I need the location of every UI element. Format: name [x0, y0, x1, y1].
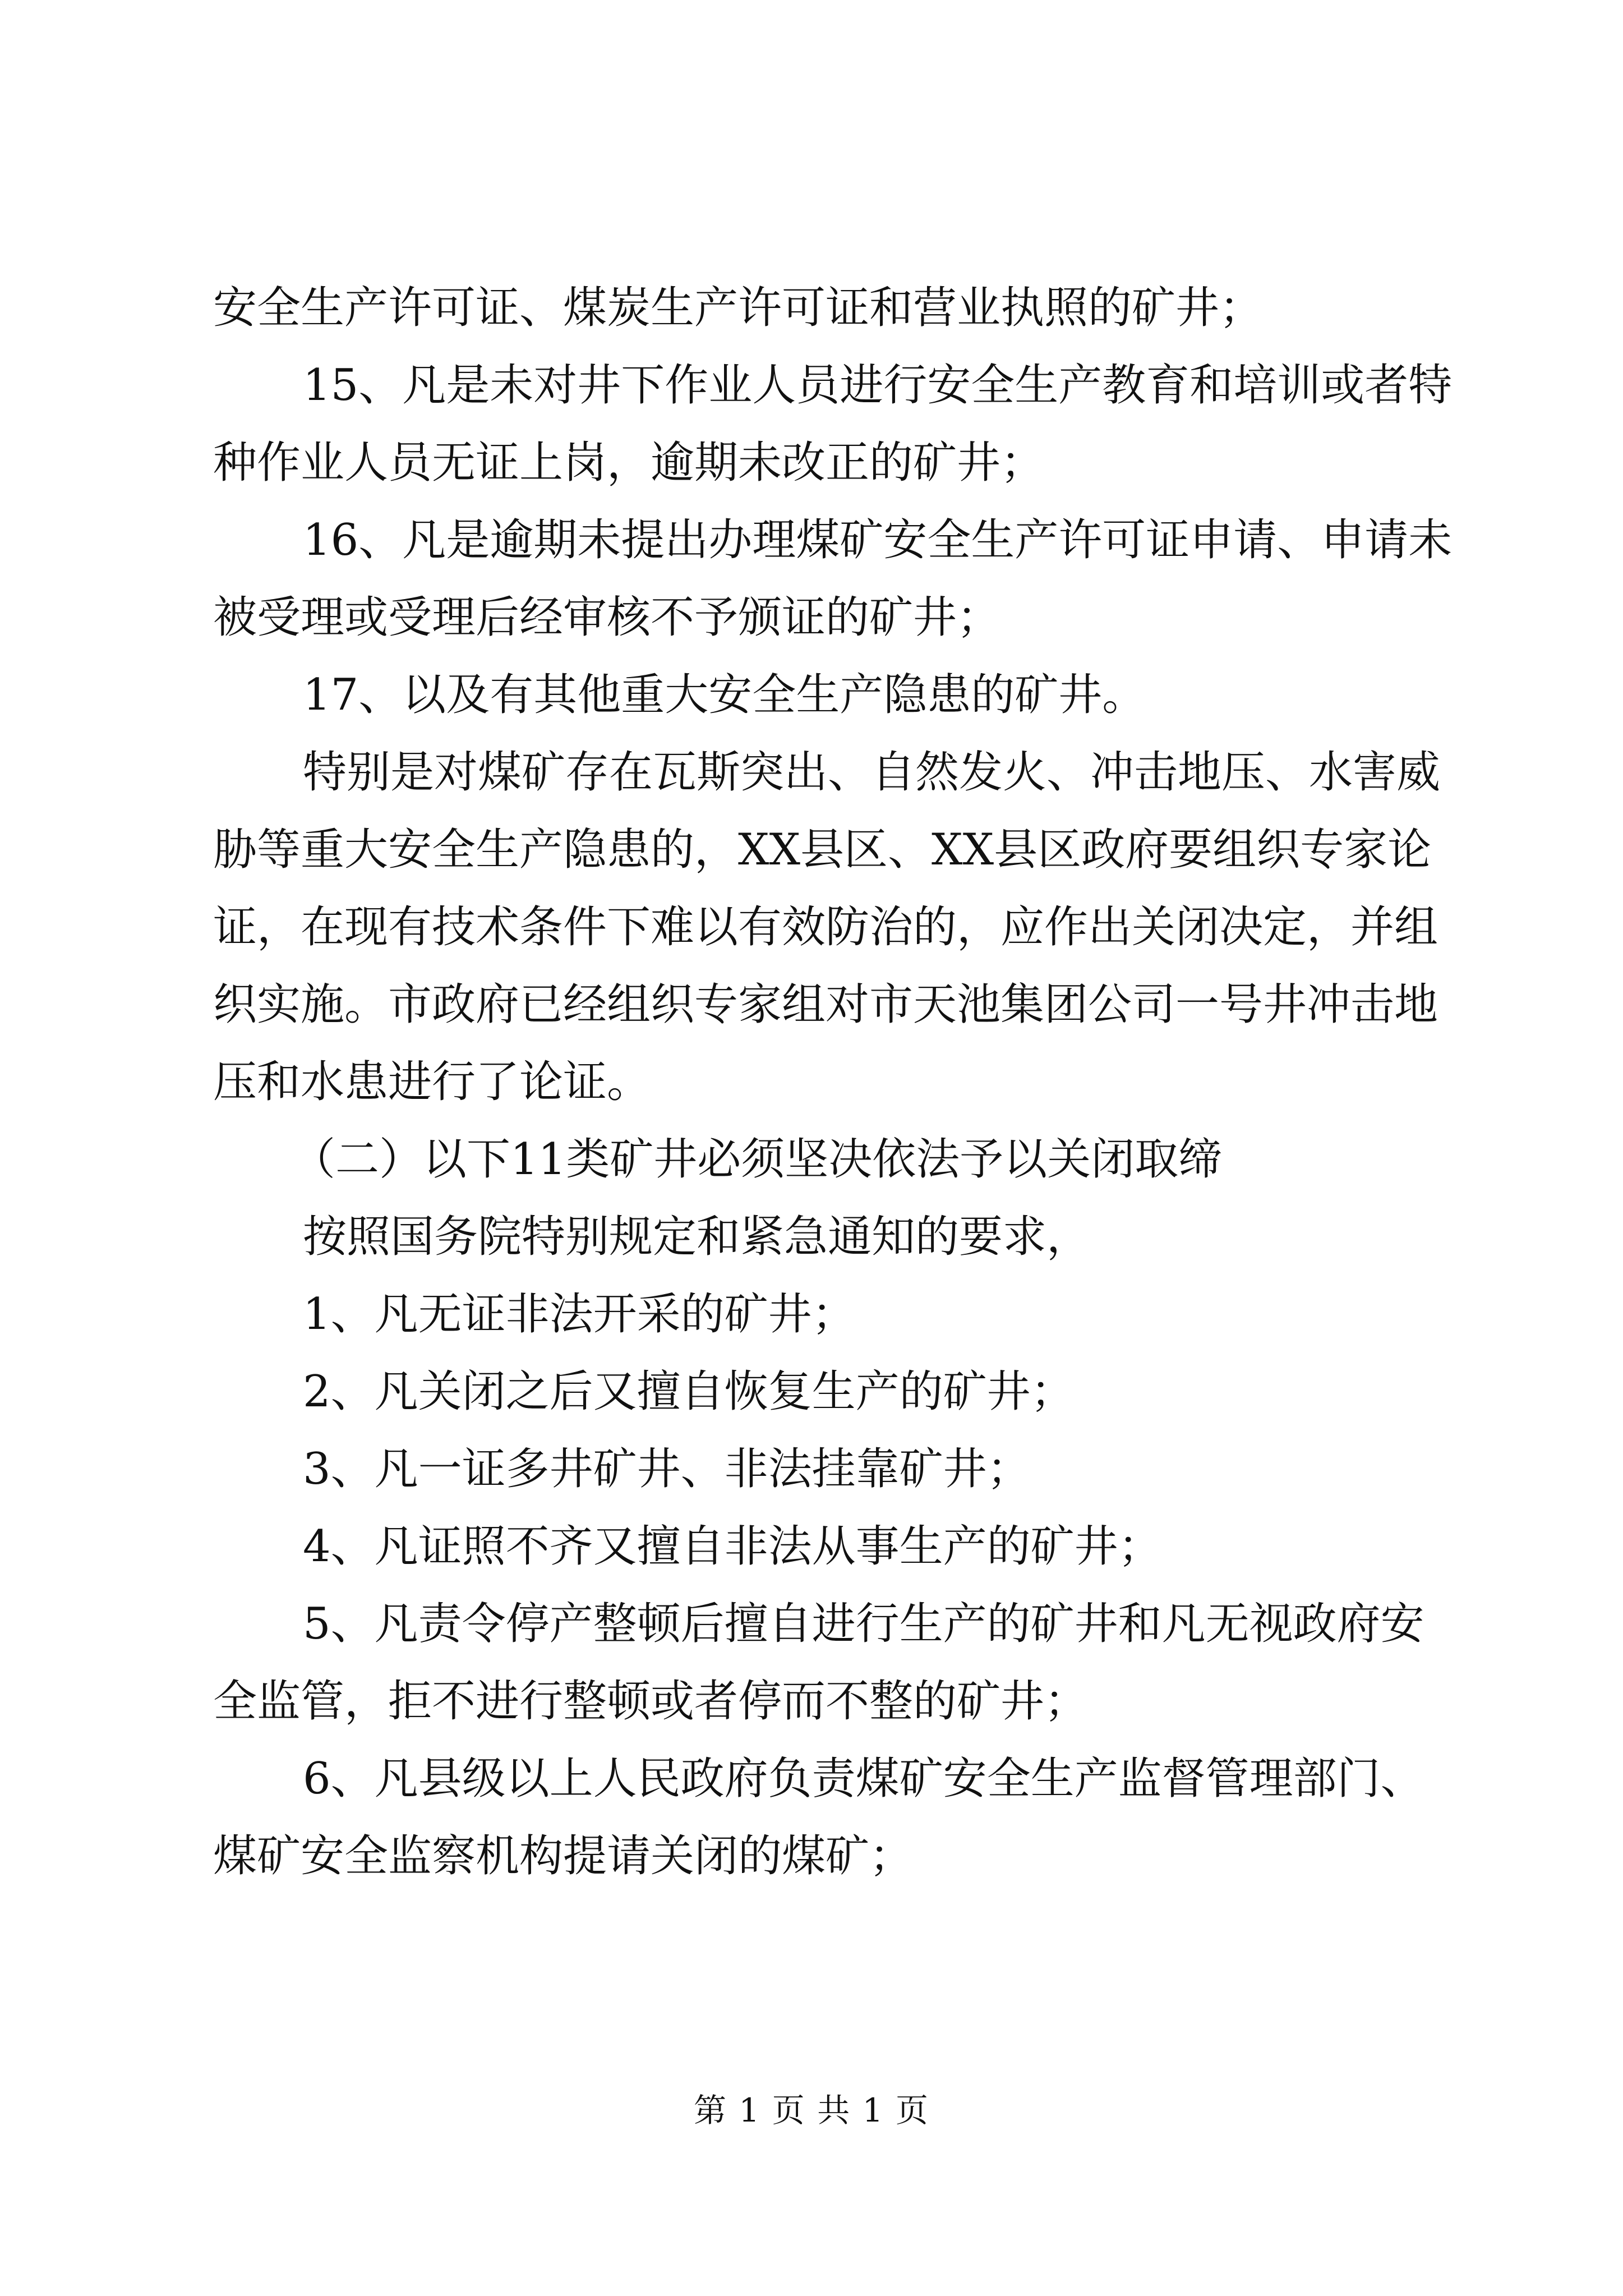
text-line-8: 胁等重大安全生产隐患的，XX县区、XX县区政府要组织专家论 [213, 825, 1432, 875]
section-heading: （二）以下11类矿井必须坚决依法予以关闭取缔 [292, 1134, 1223, 1185]
document-body [213, 269, 1453, 1895]
text-line-11: 压和水患进行了论证。 [213, 1057, 651, 1107]
list-item-5: 5、凡责令停产整顿后擅自进行生产的矿井和凡无视政府安 [303, 1599, 1424, 1649]
text-line-9: 证，在现有技术条件下难以有效防治的，应作出关闭决定，并组 [213, 902, 1438, 953]
list-item-4: 4、凡证照不齐又擅自非法从事生产的矿井； [303, 1521, 1162, 1572]
text-line-3: 种作业人员无证上岗，逾期未改正的矿井； [213, 438, 1045, 488]
text-line-7: 特别是对煤矿存在瓦斯突出、自然发火、冲击地压、水害威 [303, 747, 1441, 798]
page-footer: 第 1 页 共 1 页 [694, 2091, 929, 2129]
text-line-6: 17、以及有其他重大安全生产隐患的矿井。 [303, 670, 1146, 720]
list-item-2: 2、凡关闭之后又擅自恢复生产的矿井； [303, 1366, 1075, 1417]
list-item-1: 1、凡无证非法开采的矿井； [303, 1289, 856, 1340]
text-line-2: 15、凡是未对井下作业人员进行安全生产教育和培训或者特 [303, 360, 1453, 411]
text-line-1: 安全生产许可证、煤炭生产许可证和营业执照的矿井； [213, 283, 1264, 333]
list-item-6-cont: 煤矿安全监察机构提请关闭的煤矿； [213, 1831, 914, 1881]
list-item-5-cont: 全监管，拒不进行整顿或者停而不整的矿井； [213, 1676, 1089, 1727]
text-line-13: 按照国务院特别规定和紧急通知的要求， [303, 1212, 1091, 1262]
list-item-6: 6、凡县级以上人民政府负责煤矿安全生产监督管理部门、 [303, 1754, 1424, 1804]
text-line-10: 织实施。市政府已经组织专家组对市天池集团公司一号井冲击地 [213, 979, 1438, 1030]
text-line-5: 被受理或受理后经审核不予颁证的矿井； [213, 592, 1001, 643]
text-line-4: 16、凡是逾期未提出办理煤矿安全生产许可证申请、申请未 [303, 515, 1453, 565]
list-item-3: 3、凡一证多井矿井、非法挂靠矿井； [303, 1444, 1031, 1494]
